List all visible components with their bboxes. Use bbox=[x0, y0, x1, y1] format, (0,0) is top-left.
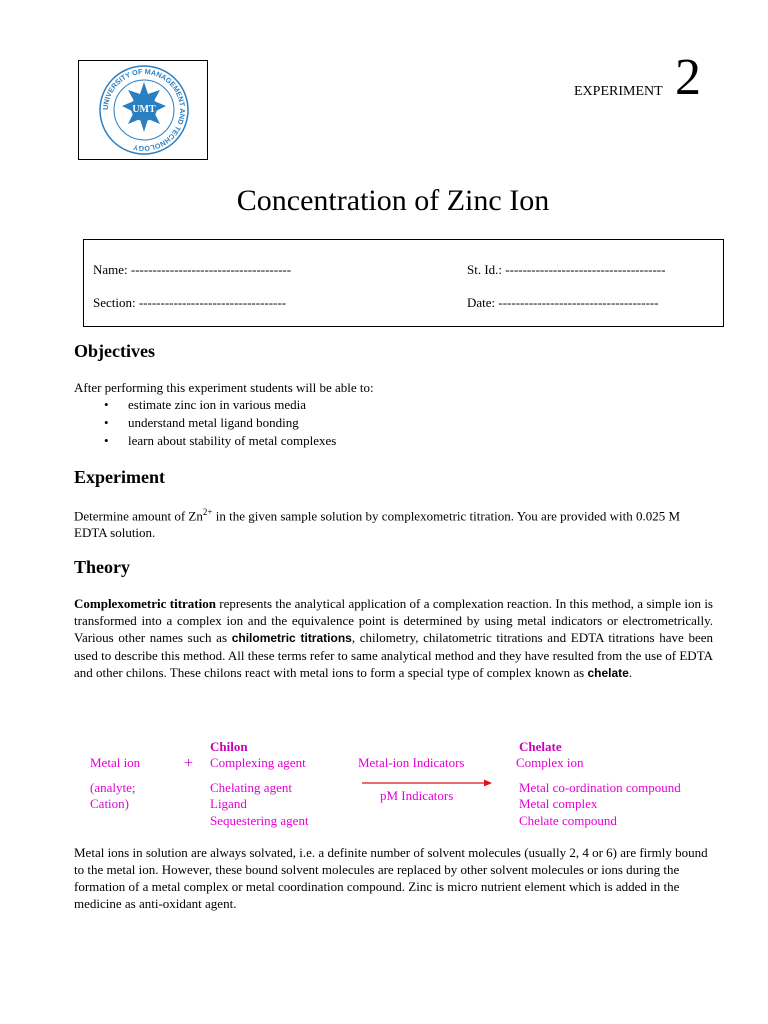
list-item: • learn about stability of metal complexes bbox=[74, 432, 336, 450]
theory-heading: Theory bbox=[74, 557, 130, 577]
chilon-item: Chelating agent bbox=[210, 780, 292, 795]
list-item: • estimate zinc ion in various media bbox=[74, 396, 336, 414]
svg-text:UNIVERSITY OF MANAGEMENT AND T: UNIVERSITY OF MANAGEMENT AND TECHNOLOGY bbox=[100, 66, 188, 154]
experiment-label: EXPERIMENT bbox=[574, 84, 663, 99]
chelate-item: Chelate compound bbox=[519, 813, 617, 828]
objectives-heading: Objectives bbox=[74, 341, 155, 361]
analyte-label: (analyte; bbox=[90, 780, 136, 795]
metal-ion-label: Metal ion bbox=[90, 755, 141, 770]
page-title: Concentration of Zinc Ion bbox=[236, 184, 550, 217]
theory-paragraph-1: Complexometric titration represents the analytical application of a complexation reaction. In this method, a simple ion is transformed into a complex ion and the equivalence point is determined by using metal indicators or electrometrically. Various other names such as chilometric titrations, chilometry, chilatometric titrations and EDTA titrations have been used to describe this method. All these terms refer to same analytical method and they have resulted from the use of EDTA and other chilons. These chilons react with metal ions to form a special type of complex known as chelate. bbox=[74, 596, 713, 680]
name-field[interactable]: Name: ------------------------------------- bbox=[93, 262, 292, 277]
list-item: • understand metal ligand bonding bbox=[74, 414, 336, 432]
section-field[interactable]: Section: ---------------------------------- bbox=[93, 295, 287, 310]
chilon-heading: Chilon bbox=[210, 739, 248, 754]
chelate-item: Complex ion bbox=[516, 755, 584, 770]
indicators-label: Metal-ion Indicators bbox=[358, 755, 465, 770]
pm-indicators-label: pM Indicators bbox=[380, 788, 454, 803]
objectives-intro: After performing this experiment students will be able to: bbox=[74, 380, 374, 395]
chilon-item: Ligand bbox=[210, 796, 247, 811]
experiment-heading: Experiment bbox=[74, 467, 165, 487]
chelate-item: Metal complex bbox=[519, 796, 598, 811]
logo-abbrev: UMT bbox=[132, 104, 156, 115]
cation-label: Cation) bbox=[90, 796, 129, 811]
experiment-number: 2 bbox=[675, 49, 701, 106]
date-field[interactable]: Date: ------------------------------------- bbox=[467, 295, 659, 310]
chilon-item: Sequestering agent bbox=[210, 813, 309, 828]
chilon-item: Complexing agent bbox=[210, 755, 306, 770]
experiment-text: Determine amount of $Zn^{2+}$ in the given sample solution by complexometric titration. You are provided with 0.025 M EDTA solution. bbox=[74, 507, 681, 541]
chelate-heading: Chelate bbox=[519, 739, 562, 754]
student-id-field[interactable]: St. Id.: ------------------------------------- bbox=[467, 262, 666, 277]
plus-sign: + bbox=[184, 755, 194, 772]
chelate-item: Metal co-ordination compound bbox=[519, 780, 681, 795]
theory-paragraph-2: Metal ions in solution are always solvated, i.e. a definite number of solvent molecules (usually 2, 4 or 6) are firmly bound to the metal ion. However, these bound solvent molecules are replaced by other solvent molecules or ions during the formation of a metal complex or metal coordination compound. Zinc is micro nutrient element which is added in the medicine as anti-oxidant agent. bbox=[74, 845, 708, 911]
